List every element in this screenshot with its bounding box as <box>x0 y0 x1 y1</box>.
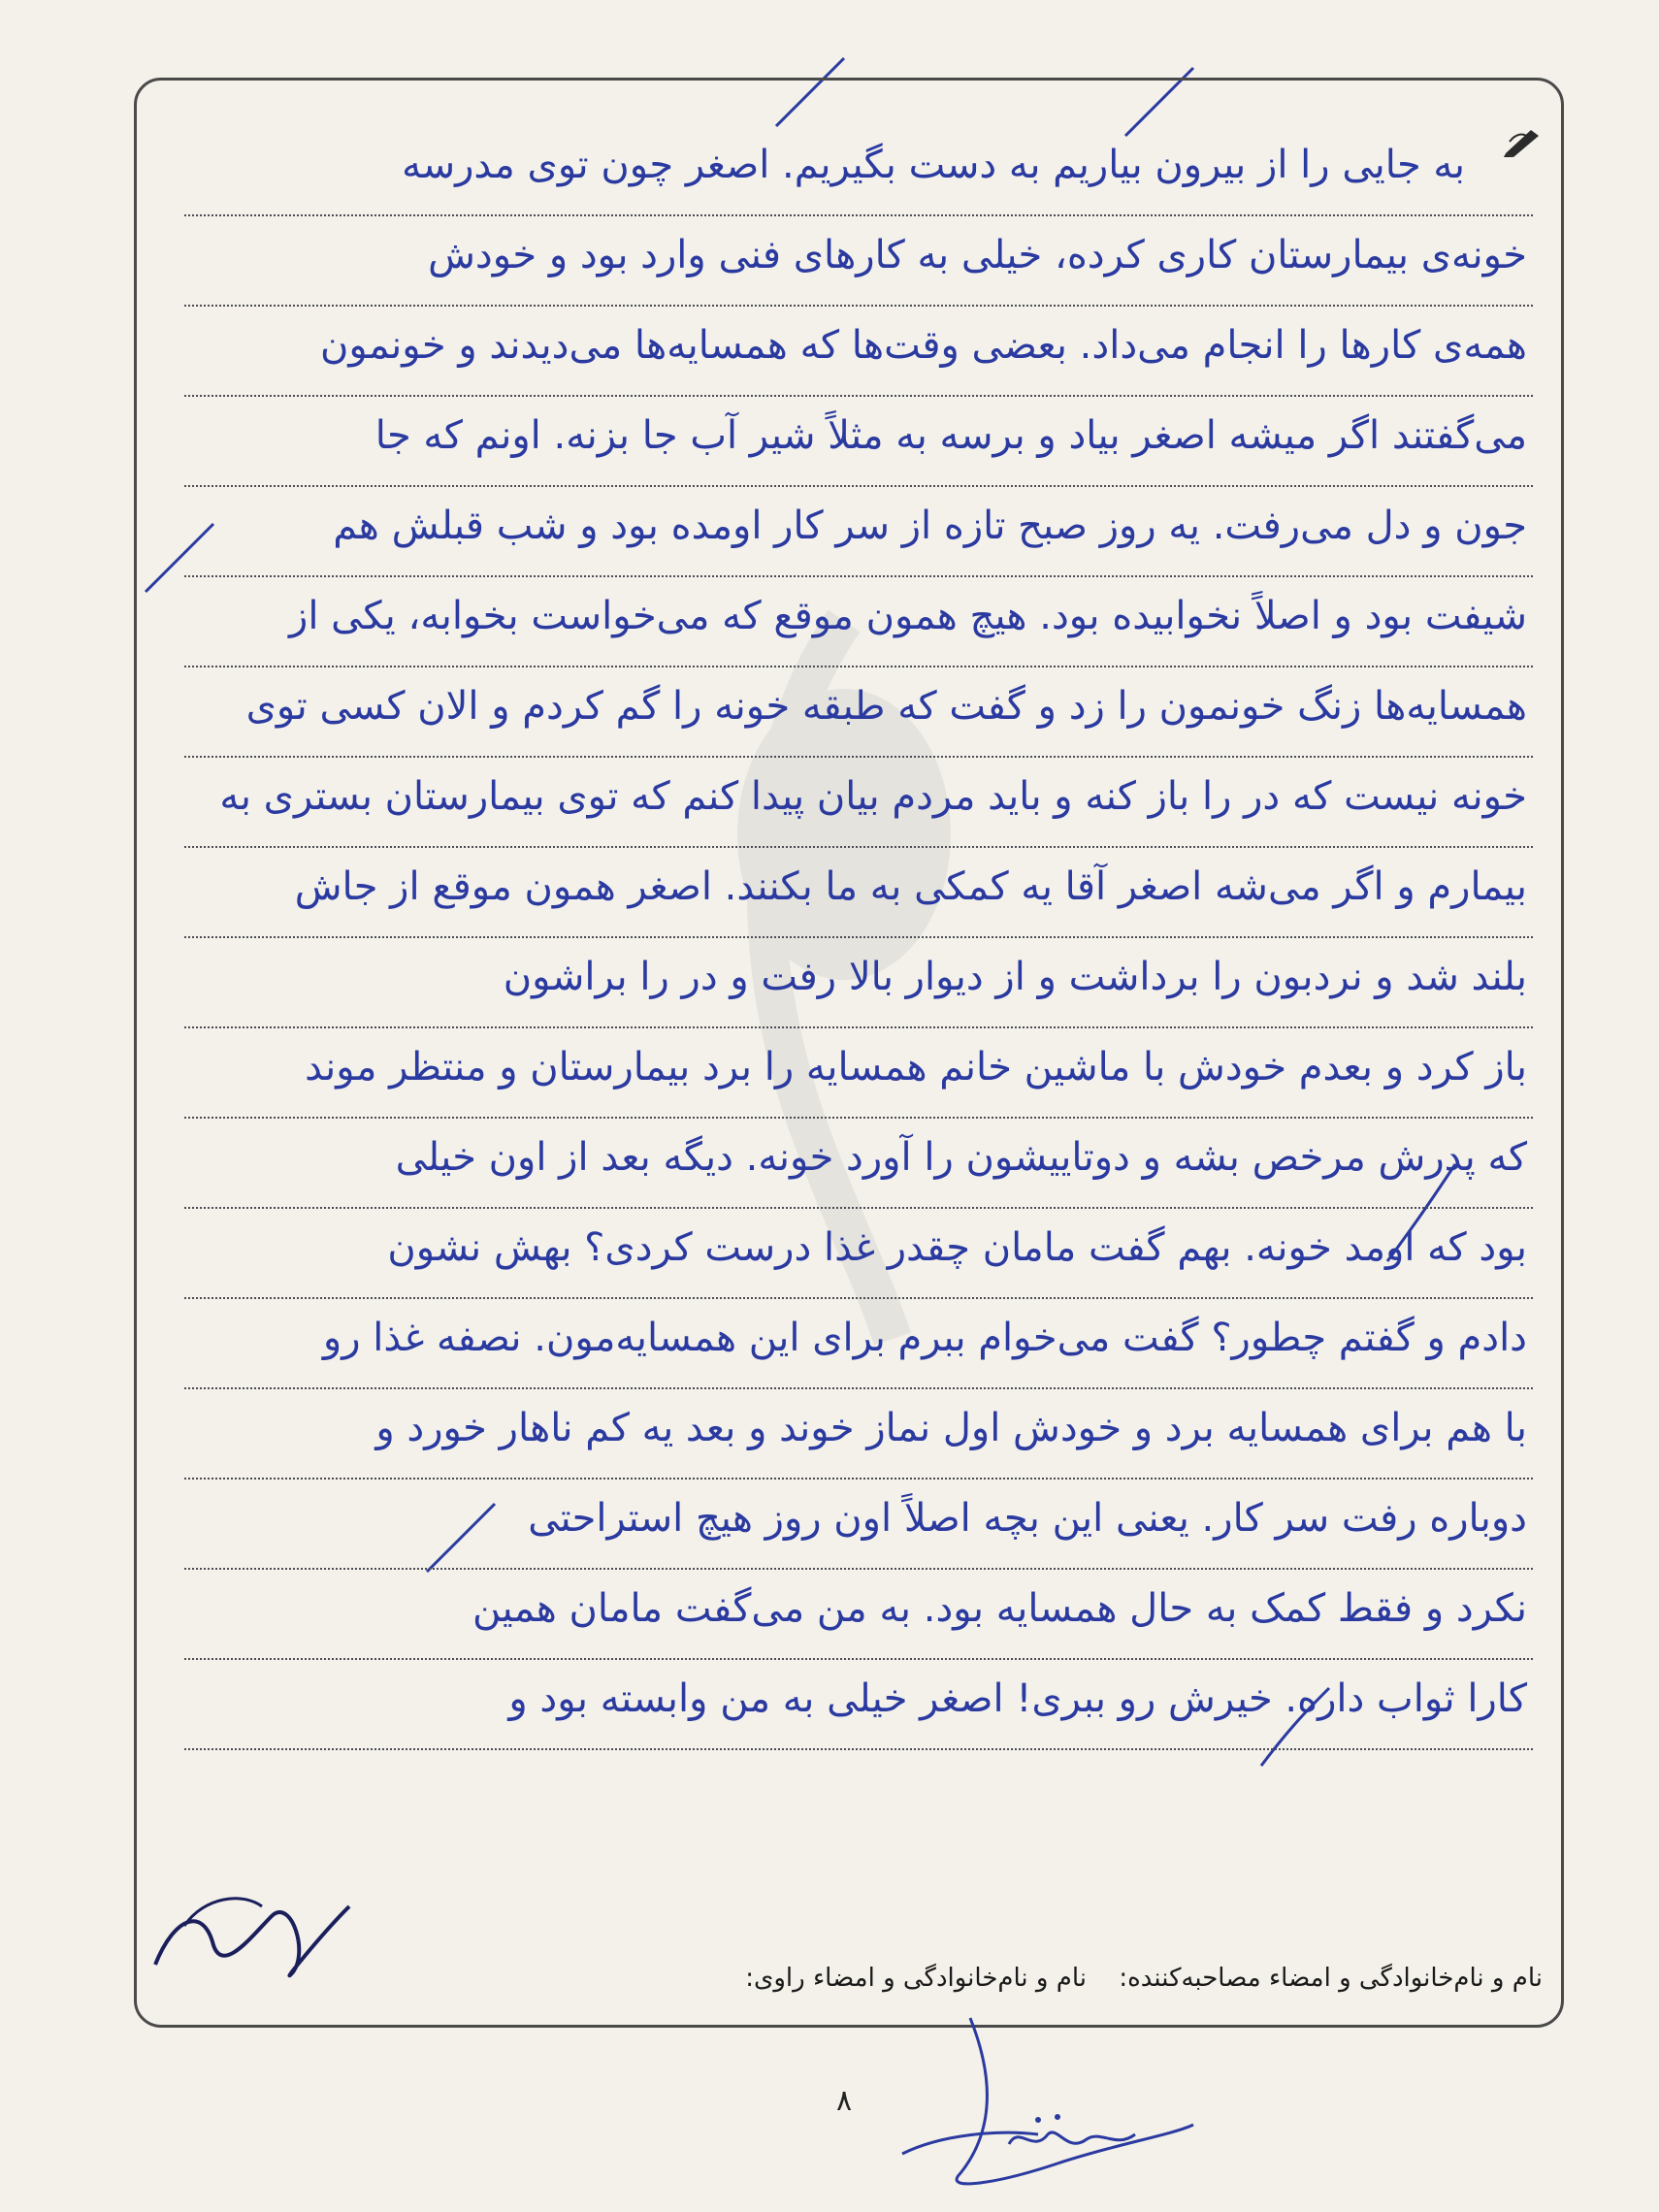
text-line: جون و دل می‌رفت. یه روز صبح تازه از سر کار اومده بود و شب قبلش هم <box>184 487 1533 577</box>
interviewer-signature-label: نام و نام‌خانوادگی و امضاء مصاحبه‌کننده: <box>1119 1964 1543 1993</box>
text-line: شیفت بود و اصلاً نخوابیده بود. هیچ همون موقع که می‌خواست بخوابه، یکی از <box>184 577 1533 667</box>
text-line: همه‌ی کارها را انجام می‌داد. بعضی وقت‌ها که همسایه‌ها می‌دیدند و خونمون <box>184 307 1533 397</box>
narrator-signature <box>146 1877 369 1994</box>
interviewer-signature-initials <box>999 2096 1145 2173</box>
text-line: که پدرش مرخص بشه و دوتاییشون را آورد خونه. دیگه بعد از اون خیلی <box>184 1119 1533 1209</box>
page-number: ۸ <box>835 2084 853 2118</box>
text-line: با هم برای همسایه برد و خودش اول نماز خوند و بعد یه کم ناهار خورد و <box>184 1389 1533 1480</box>
text-line: به جایی را از بیرون بیاریم به دست بگیریم. اصغر چون توی مدرسه <box>184 126 1533 216</box>
text-line: خونه‌ی بیمارستان کاری کرده، خیلی به کارهای فنی وارد بود و خودش <box>184 216 1533 307</box>
text-line: باز کرد و بعدم خودش با ماشین خانم همسایه را برد بیمارستان و منتظر موند <box>184 1028 1533 1119</box>
text-line: نکرد و فقط کمک به حال همسایه بود. به من می‌گفت مامان همین <box>184 1570 1533 1660</box>
text-line: دادم و گفتم چطور؟ گفت می‌خوام ببرم برای این همسایه‌مون. نصفه غذا رو <box>184 1299 1533 1389</box>
text-line: کارا ثواب داره. خیرش رو ببری! اصغر خیلی به من وابسته بود و <box>184 1660 1533 1750</box>
text-line: بود که اومد خونه. بهم گفت مامان چقدر غذا درست کردی؟ بهش نشون <box>184 1209 1533 1299</box>
text-line: خونه نیست که در را باز کنه و باید مردم بیان پیدا کنم که توی بیمارستان بستری به <box>184 758 1533 848</box>
narrator-signature-label: نام و نام‌خانوادگی و امضاء راوی: <box>745 1964 1087 1993</box>
text-line: می‌گفتند اگر میشه اصغر بیاد و برسه به مثلاً شیر آب جا بزنه. اونم که جا <box>184 397 1533 487</box>
text-line: بلند شد و نردبون را برداشت و از دیوار بالا رفت و در را براشون <box>184 938 1533 1028</box>
text-line: دوباره رفت سر کار. یعنی این بچه اصلاً اون روز هیچ استراحتی <box>184 1480 1533 1570</box>
text-line: بیمارم و اگر می‌شه اصغر آقا یه کمکی به ما بکنند. اصغر همون موقع از جاش <box>184 848 1533 938</box>
text-line: همسایه‌ها زنگ خونمون را زد و گفت که طبقه خونه را گم کردم و الان کسی توی <box>184 667 1533 758</box>
handwritten-text <box>184 126 1533 1750</box>
